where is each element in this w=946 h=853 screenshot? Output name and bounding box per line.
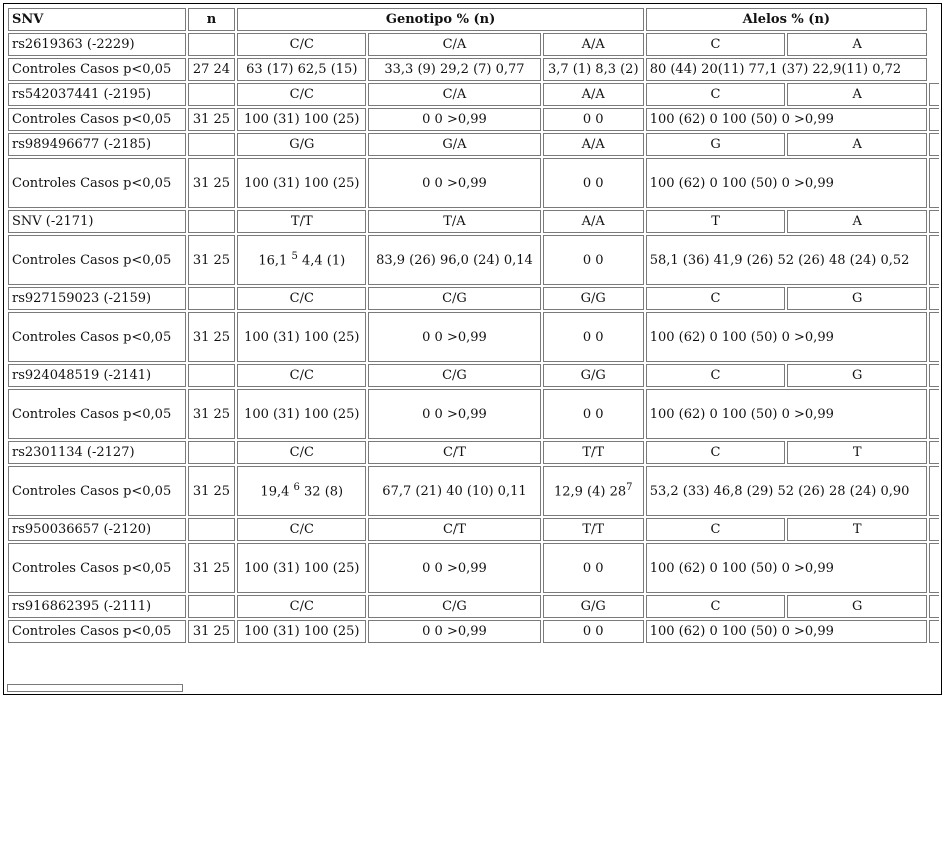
genotype-1-values xyxy=(237,108,366,131)
snv-data-row xyxy=(8,389,939,439)
genotype-3-text: 0 0 xyxy=(582,560,604,576)
allele-2: A xyxy=(787,210,927,233)
genotype-1: C/C xyxy=(237,83,366,106)
allele-values: 80 (44) 20(11) 77,1 (37) 22,9(11) 0,72 xyxy=(646,58,927,81)
n-empty xyxy=(188,518,236,541)
row-stub xyxy=(929,33,939,56)
genotype-2: T/A xyxy=(368,210,541,233)
n-values: 27 24 xyxy=(188,58,236,81)
allele-2: G xyxy=(787,364,927,387)
genotype-3-sup: 7 xyxy=(626,482,633,494)
header-snv: SNV xyxy=(8,8,186,31)
genotype-2-values: 0 0 >0,99 xyxy=(368,108,541,131)
genotype-3: A/A xyxy=(543,133,644,156)
genotype-1-text: 16,1 xyxy=(258,253,288,269)
snv-id: rs542037441 (-2195) xyxy=(8,83,186,106)
allele-1: C xyxy=(646,287,786,310)
genotype-2-values: 67,7 (21) 40 (10) 0,11 xyxy=(368,466,541,516)
snv-header-row xyxy=(8,33,939,56)
group-label: Controles Casos p<0,05 xyxy=(8,543,186,593)
genotype-3-text: 0 0 xyxy=(582,112,604,127)
snv-header-row xyxy=(8,133,939,156)
genotype-2-values: 0 0 >0,99 xyxy=(368,543,541,593)
genotype-1-sup: 6 xyxy=(293,482,300,494)
genotype-1-values xyxy=(237,235,366,285)
allele-values: 100 (62) 0 100 (50) 0 >0,99 xyxy=(646,312,927,362)
genotype-1-values xyxy=(237,158,366,208)
genotype-2: C/G xyxy=(368,364,541,387)
row-stub xyxy=(929,133,939,156)
header-row xyxy=(8,8,939,31)
snv-data-row xyxy=(8,235,939,285)
allele-values: 58,1 (36) 41,9 (26) 52 (26) 48 (24) 0,52 xyxy=(646,235,927,285)
n-values: 31 25 xyxy=(188,312,236,362)
snv-header-row xyxy=(8,441,939,464)
genotype-2-values: 33,3 (9) 29,2 (7) 0,77 xyxy=(368,58,541,81)
row-stub xyxy=(929,210,939,233)
genotype-1-text: 100 (31) 100 (25) xyxy=(244,406,360,422)
n-empty xyxy=(188,441,236,464)
allele-values: 100 (62) 0 100 (50) 0 >0,99 xyxy=(646,620,927,643)
row-stub xyxy=(929,518,939,541)
genotype-1-values xyxy=(237,466,366,516)
snv-id: rs950036657 (-2120) xyxy=(8,518,186,541)
genotype-1-text: 19,4 xyxy=(260,484,290,500)
table-frame xyxy=(3,3,942,695)
snv-header-row xyxy=(8,83,939,106)
genotype-1-values xyxy=(237,543,366,593)
genotype-3-text: 0 0 xyxy=(582,252,604,268)
genotype-1: C/C xyxy=(237,441,366,464)
allele-1: G xyxy=(646,133,786,156)
n-values: 31 25 xyxy=(188,389,236,439)
genotype-3-text: 0 0 xyxy=(582,329,604,345)
group-label: Controles Casos p<0,05 xyxy=(8,620,186,643)
genotype-3-text: 0 0 xyxy=(582,175,604,191)
n-values: 31 25 xyxy=(188,158,236,208)
genotype-3: G/G xyxy=(543,287,644,310)
genotype-3: A/A xyxy=(543,210,644,233)
snv-table xyxy=(6,6,941,645)
allele-1: C xyxy=(646,595,786,618)
genotype-1-values xyxy=(237,620,366,643)
snv-data-row xyxy=(8,312,939,362)
n-empty xyxy=(188,595,236,618)
allele-2: A xyxy=(787,133,927,156)
genotype-3-values xyxy=(543,235,644,285)
scroll-remnant-box xyxy=(7,684,183,692)
genotype-3: G/G xyxy=(543,364,644,387)
allele-1: C xyxy=(646,364,786,387)
group-label: Controles Casos p<0,05 xyxy=(8,466,186,516)
allele-1: C xyxy=(646,518,786,541)
genotype-1: C/C xyxy=(237,287,366,310)
snv-id: rs989496677 (-2185) xyxy=(8,133,186,156)
genotype-1-text: 100 (31) 100 (25) xyxy=(244,624,360,639)
allele-2: A xyxy=(787,33,927,56)
genotype-1-values xyxy=(237,389,366,439)
group-label: Controles Casos p<0,05 xyxy=(8,158,186,208)
snv-id: SNV (-2171) xyxy=(8,210,186,233)
row-stub xyxy=(929,312,939,362)
genotype-3: G/G xyxy=(543,595,644,618)
n-empty xyxy=(188,364,236,387)
row-stub xyxy=(929,287,939,310)
allele-2: G xyxy=(787,595,927,618)
genotype-1-sup: 5 xyxy=(291,251,298,263)
snv-id: rs2301134 (-2127) xyxy=(8,441,186,464)
row-stub xyxy=(929,620,939,643)
genotype-1: C/C xyxy=(237,33,366,56)
genotype-3: A/A xyxy=(543,33,644,56)
genotype-2-values: 0 0 >0,99 xyxy=(368,389,541,439)
genotype-1: C/C xyxy=(237,518,366,541)
allele-values: 53,2 (33) 46,8 (29) 52 (26) 28 (24) 0,90 xyxy=(646,466,927,516)
genotype-1-text: 100 (31) 100 (25) xyxy=(244,560,360,576)
allele-values: 100 (62) 0 100 (50) 0 >0,99 xyxy=(646,108,927,131)
group-label: Controles Casos p<0,05 xyxy=(8,235,186,285)
row-stub xyxy=(929,83,939,106)
genotype-1: T/T xyxy=(237,210,366,233)
row-stub xyxy=(929,108,939,131)
allele-2: G xyxy=(787,287,927,310)
genotype-2: C/A xyxy=(368,83,541,106)
n-empty xyxy=(188,287,236,310)
allele-1: C xyxy=(646,83,786,106)
genotype-3-text: 0 0 xyxy=(582,406,604,422)
genotype-1-text-b: 4,4 (1) xyxy=(301,253,346,269)
row-stub xyxy=(929,58,939,81)
snv-header-row xyxy=(8,287,939,310)
snv-id: rs916862395 (-2111) xyxy=(8,595,186,618)
genotype-3-values xyxy=(543,389,644,439)
allele-1: T xyxy=(646,210,786,233)
genotype-1-text: 100 (31) 100 (25) xyxy=(244,112,360,127)
header-n: n xyxy=(188,8,236,31)
genotype-3-text: 0 0 xyxy=(582,624,604,639)
genotype-3-text: 3,7 (1) 8,3 (2) xyxy=(547,62,639,77)
n-values: 31 25 xyxy=(188,235,236,285)
snv-data-row xyxy=(8,108,939,131)
genotype-1-values xyxy=(237,312,366,362)
group-label: Controles Casos p<0,05 xyxy=(8,108,186,131)
group-label: Controles Casos p<0,05 xyxy=(8,312,186,362)
n-empty xyxy=(188,133,236,156)
genotype-2: C/G xyxy=(368,287,541,310)
genotype-2: G/A xyxy=(368,133,541,156)
genotype-1-text: 100 (31) 100 (25) xyxy=(244,175,360,191)
genotype-2: C/G xyxy=(368,595,541,618)
n-values: 31 25 xyxy=(188,620,236,643)
row-stub xyxy=(929,543,939,593)
n-empty xyxy=(188,210,236,233)
genotype-2: C/A xyxy=(368,33,541,56)
snv-data-row xyxy=(8,466,939,516)
snv-id: rs924048519 (-2141) xyxy=(8,364,186,387)
genotype-2: C/T xyxy=(368,518,541,541)
genotype-1: C/C xyxy=(237,595,366,618)
row-stub xyxy=(929,389,939,439)
header-stub xyxy=(929,8,939,31)
genotype-3-values xyxy=(543,620,644,643)
snv-header-row xyxy=(8,518,939,541)
genotype-1-text: 100 (31) 100 (25) xyxy=(244,329,360,345)
genotype-3-values xyxy=(543,543,644,593)
n-values: 31 25 xyxy=(188,543,236,593)
row-stub xyxy=(929,595,939,618)
n-values: 31 25 xyxy=(188,108,236,131)
allele-1: C xyxy=(646,33,786,56)
n-values: 31 25 xyxy=(188,466,236,516)
genotype-1-text-b: 32 (8) xyxy=(304,484,344,500)
genotype-1-values xyxy=(237,58,366,81)
genotype-2-values: 83,9 (26) 96,0 (24) 0,14 xyxy=(368,235,541,285)
genotype-3-values xyxy=(543,158,644,208)
row-stub xyxy=(929,235,939,285)
genotype-1-text: 63 (17) 62,5 (15) xyxy=(246,62,358,77)
group-label: Controles Casos p<0,05 xyxy=(8,389,186,439)
snv-header-row xyxy=(8,364,939,387)
snv-data-row xyxy=(8,158,939,208)
snv-id: rs2619363 (-2229) xyxy=(8,33,186,56)
snv-data-row xyxy=(8,543,939,593)
genotype-3-values xyxy=(543,466,644,516)
row-stub xyxy=(929,158,939,208)
allele-1: C xyxy=(646,441,786,464)
genotype-3-values xyxy=(543,58,644,81)
genotype-3: T/T xyxy=(543,441,644,464)
genotype-2-values: 0 0 >0,99 xyxy=(368,312,541,362)
genotype-1: G/G xyxy=(237,133,366,156)
genotype-3-text: 12,9 (4) 28 xyxy=(553,484,627,500)
genotype-3: T/T xyxy=(543,518,644,541)
row-stub xyxy=(929,466,939,516)
genotype-3-values xyxy=(543,312,644,362)
allele-2: A xyxy=(787,83,927,106)
snv-id: rs927159023 (-2159) xyxy=(8,287,186,310)
allele-2: T xyxy=(787,518,927,541)
allele-values: 100 (62) 0 100 (50) 0 >0,99 xyxy=(646,543,927,593)
n-empty xyxy=(188,83,236,106)
genotype-3: A/A xyxy=(543,83,644,106)
n-empty xyxy=(188,33,236,56)
group-label: Controles Casos p<0,05 xyxy=(8,58,186,81)
allele-values: 100 (62) 0 100 (50) 0 >0,99 xyxy=(646,389,927,439)
genotype-2: C/T xyxy=(368,441,541,464)
row-stub xyxy=(929,364,939,387)
snv-header-row xyxy=(8,595,939,618)
genotype-2-values: 0 0 >0,99 xyxy=(368,620,541,643)
genotype-1: C/C xyxy=(237,364,366,387)
header-genotipo: Genotipo % (n) xyxy=(237,8,643,31)
snv-data-row xyxy=(8,58,939,81)
snv-header-row xyxy=(8,210,939,233)
allele-values: 100 (62) 0 100 (50) 0 >0,99 xyxy=(646,158,927,208)
header-alelos: Alelos % (n) xyxy=(646,8,927,31)
genotype-2-values: 0 0 >0,99 xyxy=(368,158,541,208)
snv-data-row xyxy=(8,620,939,643)
row-stub xyxy=(929,441,939,464)
allele-2: T xyxy=(787,441,927,464)
genotype-3-values xyxy=(543,108,644,131)
